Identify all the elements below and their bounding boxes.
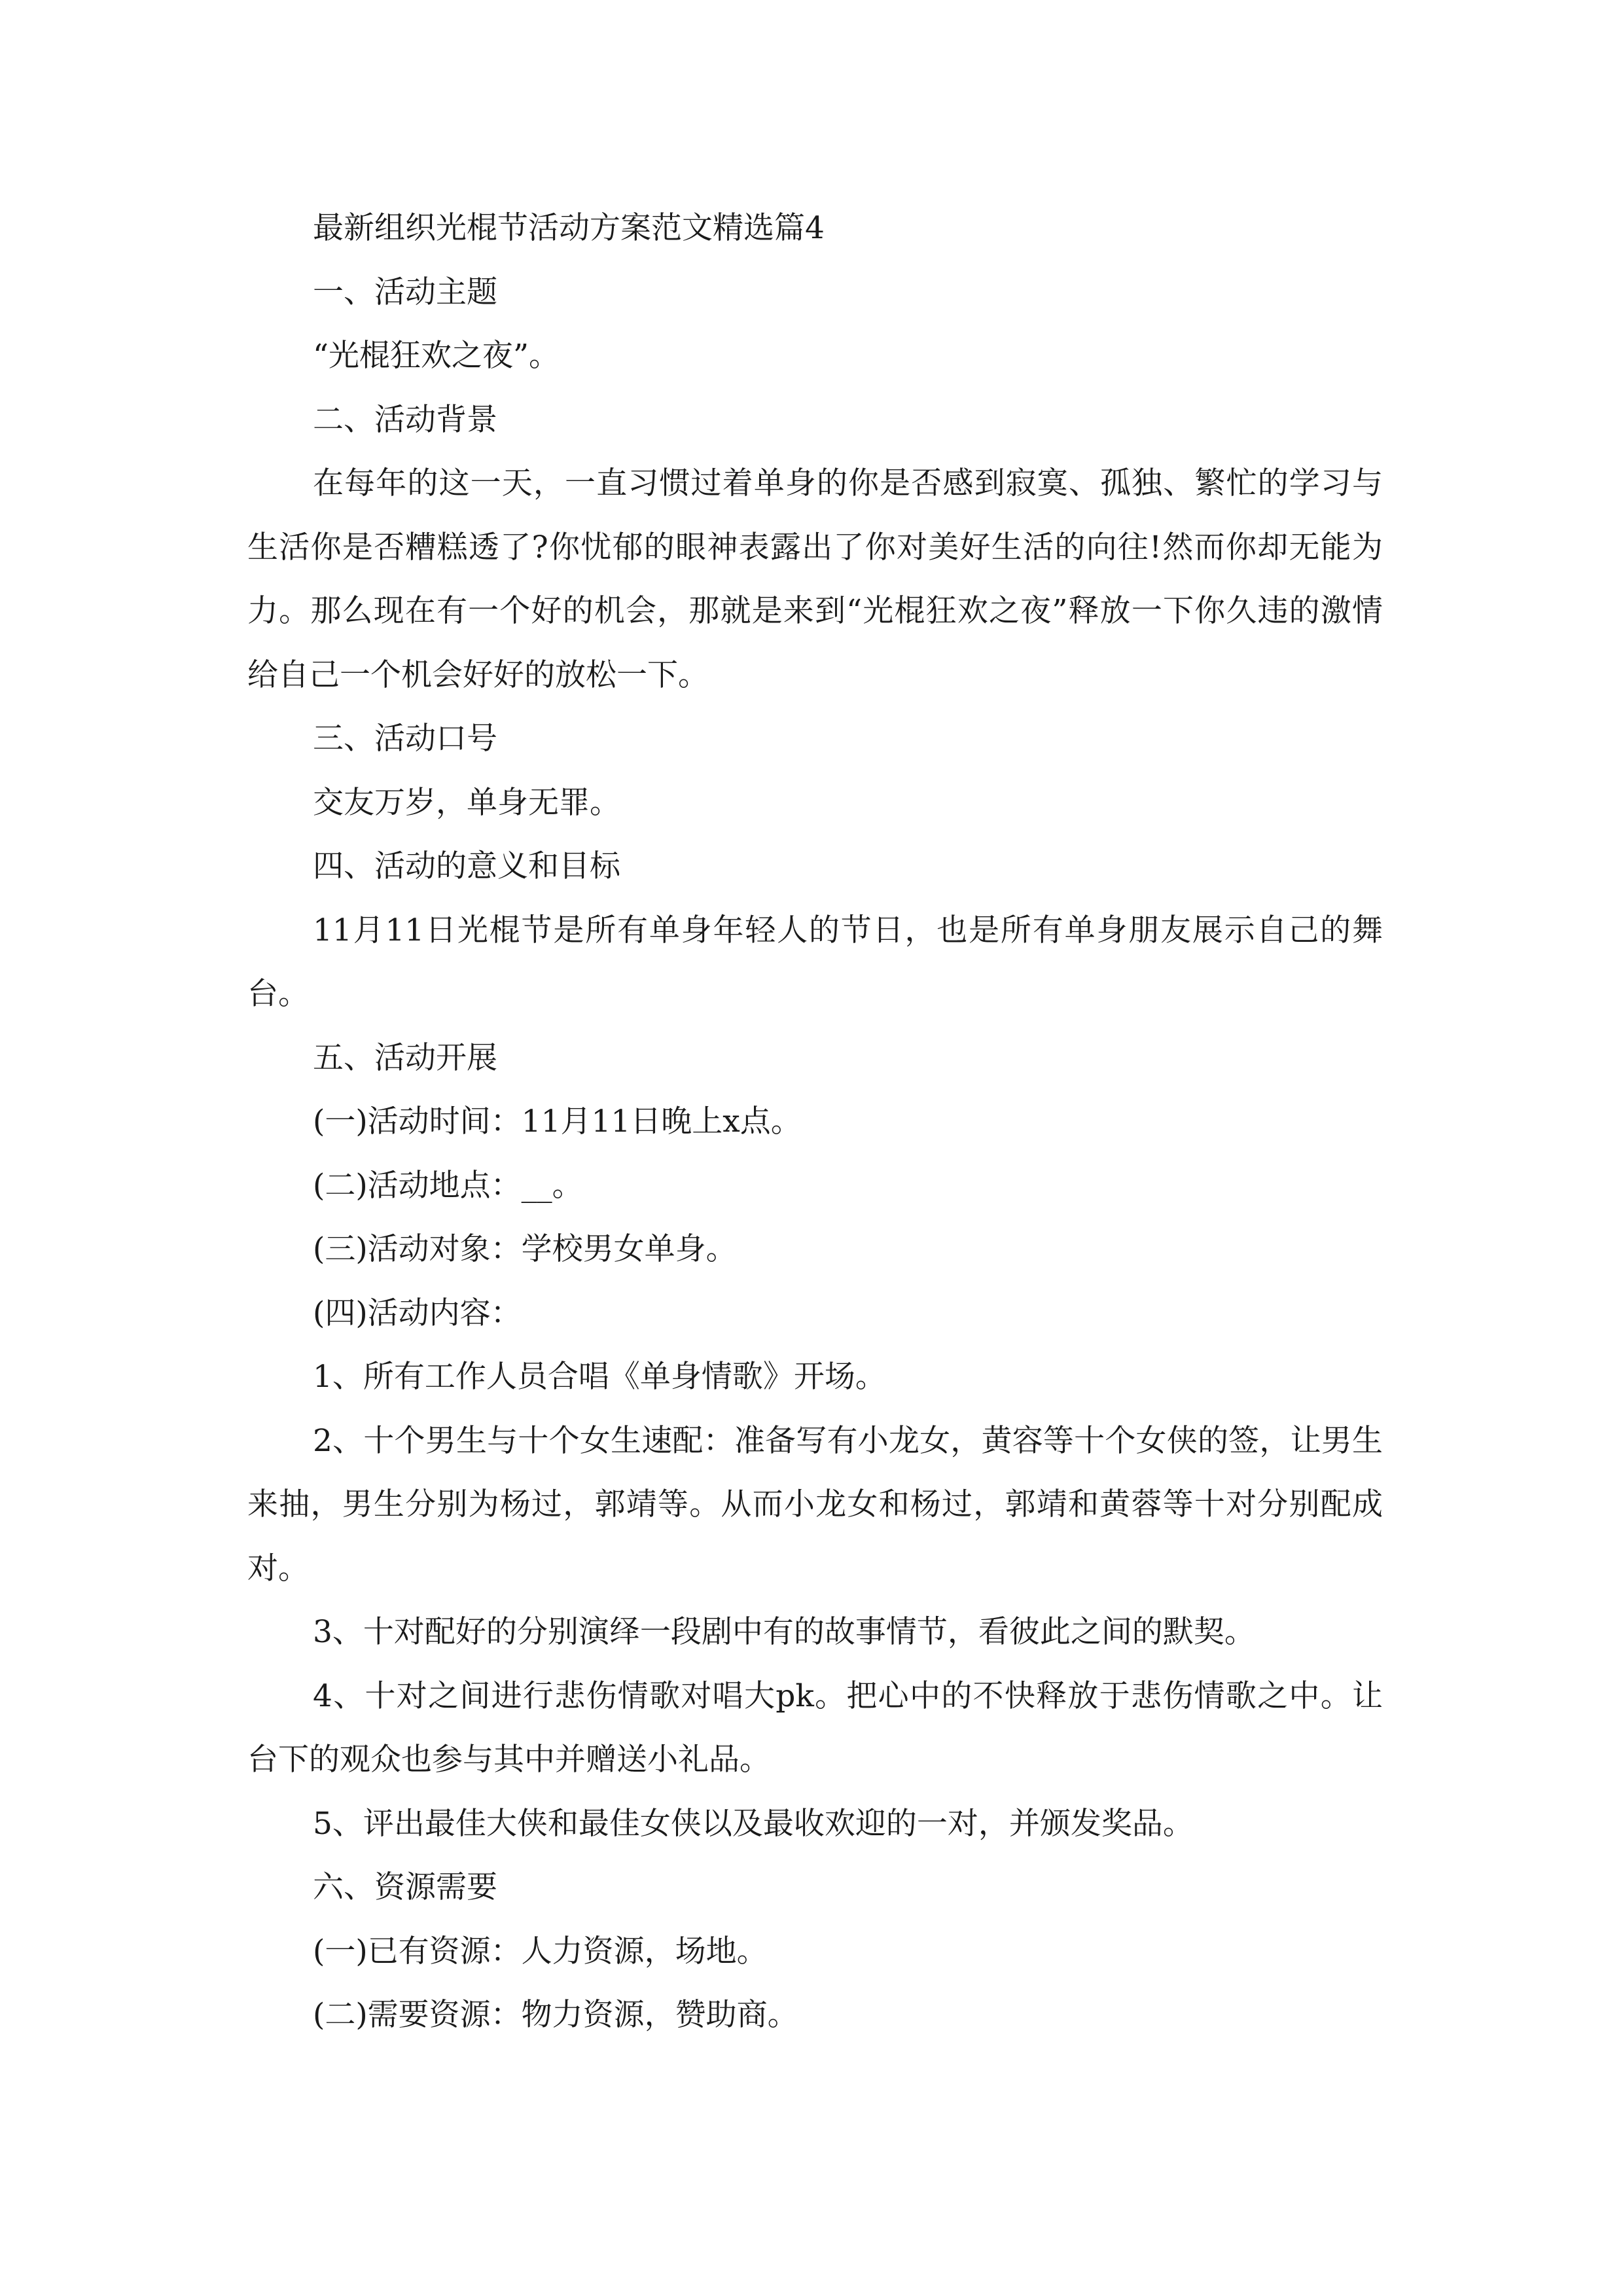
paragraph: (三)活动对象：学校男女单身。 — [313, 1231, 737, 1267]
document-body — [247, 196, 1383, 2047]
paragraph: 11月11日光棍节是所有单身年轻人的节日，也是所有单身朋友展示自己的舞台。 — [247, 912, 1383, 1012]
heading-activity-background: 二、活动背景 — [313, 401, 497, 438]
list-item: 2、十个男生与十个女生速配：准备写有小龙女，黄容等十个女侠的签，让男生来抽，男生分别为杨过，郭靖等。从而小龙女和杨过，郭靖和黄蓉等十对分别配成对。 — [247, 1422, 1383, 1587]
list-item: 1、所有工作人员合唱《单身情歌》开场。 — [313, 1359, 886, 1395]
paragraph: (一)活动时间：11月11日晚上x点。 — [313, 1103, 802, 1139]
heading-activity-theme: 一、活动主题 — [313, 274, 497, 310]
document-title: 最新组织光棍节活动方案范文精选篇4 — [313, 210, 825, 246]
paragraph: 在每年的这一天，一直习惯过着单身的你是否感到寂寞、孤独、繁忙的学习与生活你是否糟糕透了?你忧郁的眼神表露出了你对美好生活的向往!然而你却无能为力。那么现在有一个好的机会，那就是来到“光棍狂欢之夜”释放一下你久违的激情给自己一个机会好好的放松一下。 — [247, 465, 1383, 693]
list-item: 5、评出最佳大侠和最佳女侠以及最收欢迎的一对，并颁发奖品。 — [313, 1805, 1194, 1842]
paragraph: (二)需要资源：物力资源，赞助商。 — [313, 1997, 798, 2033]
paragraph: 交友万岁，单身无罪。 — [313, 784, 620, 821]
paragraph: “光棍狂欢之夜”。 — [313, 338, 560, 374]
heading-activity-slogan: 三、活动口号 — [313, 721, 497, 757]
paragraph: (二)活动地点：__。 — [313, 1167, 583, 1204]
list-item: 3、十对配好的分别演绎一段剧中有的故事情节，看彼此之间的默契。 — [313, 1614, 1255, 1650]
heading-resources: 六、资源需要 — [313, 1869, 497, 1905]
paragraph: (四)活动内容： — [313, 1295, 522, 1331]
list-item: 4、十对之间进行悲伤情歌对唱大pk。把心中的不快释放于悲伤情歌之中。让台下的观众也参与其中并赠送小礼品。 — [247, 1677, 1383, 1778]
paragraph: (一)已有资源：人力资源，场地。 — [313, 1933, 768, 1969]
heading-activity-goals: 四、活动的意义和目标 — [313, 848, 620, 884]
heading-activity-plan: 五、活动开展 — [313, 1039, 497, 1076]
